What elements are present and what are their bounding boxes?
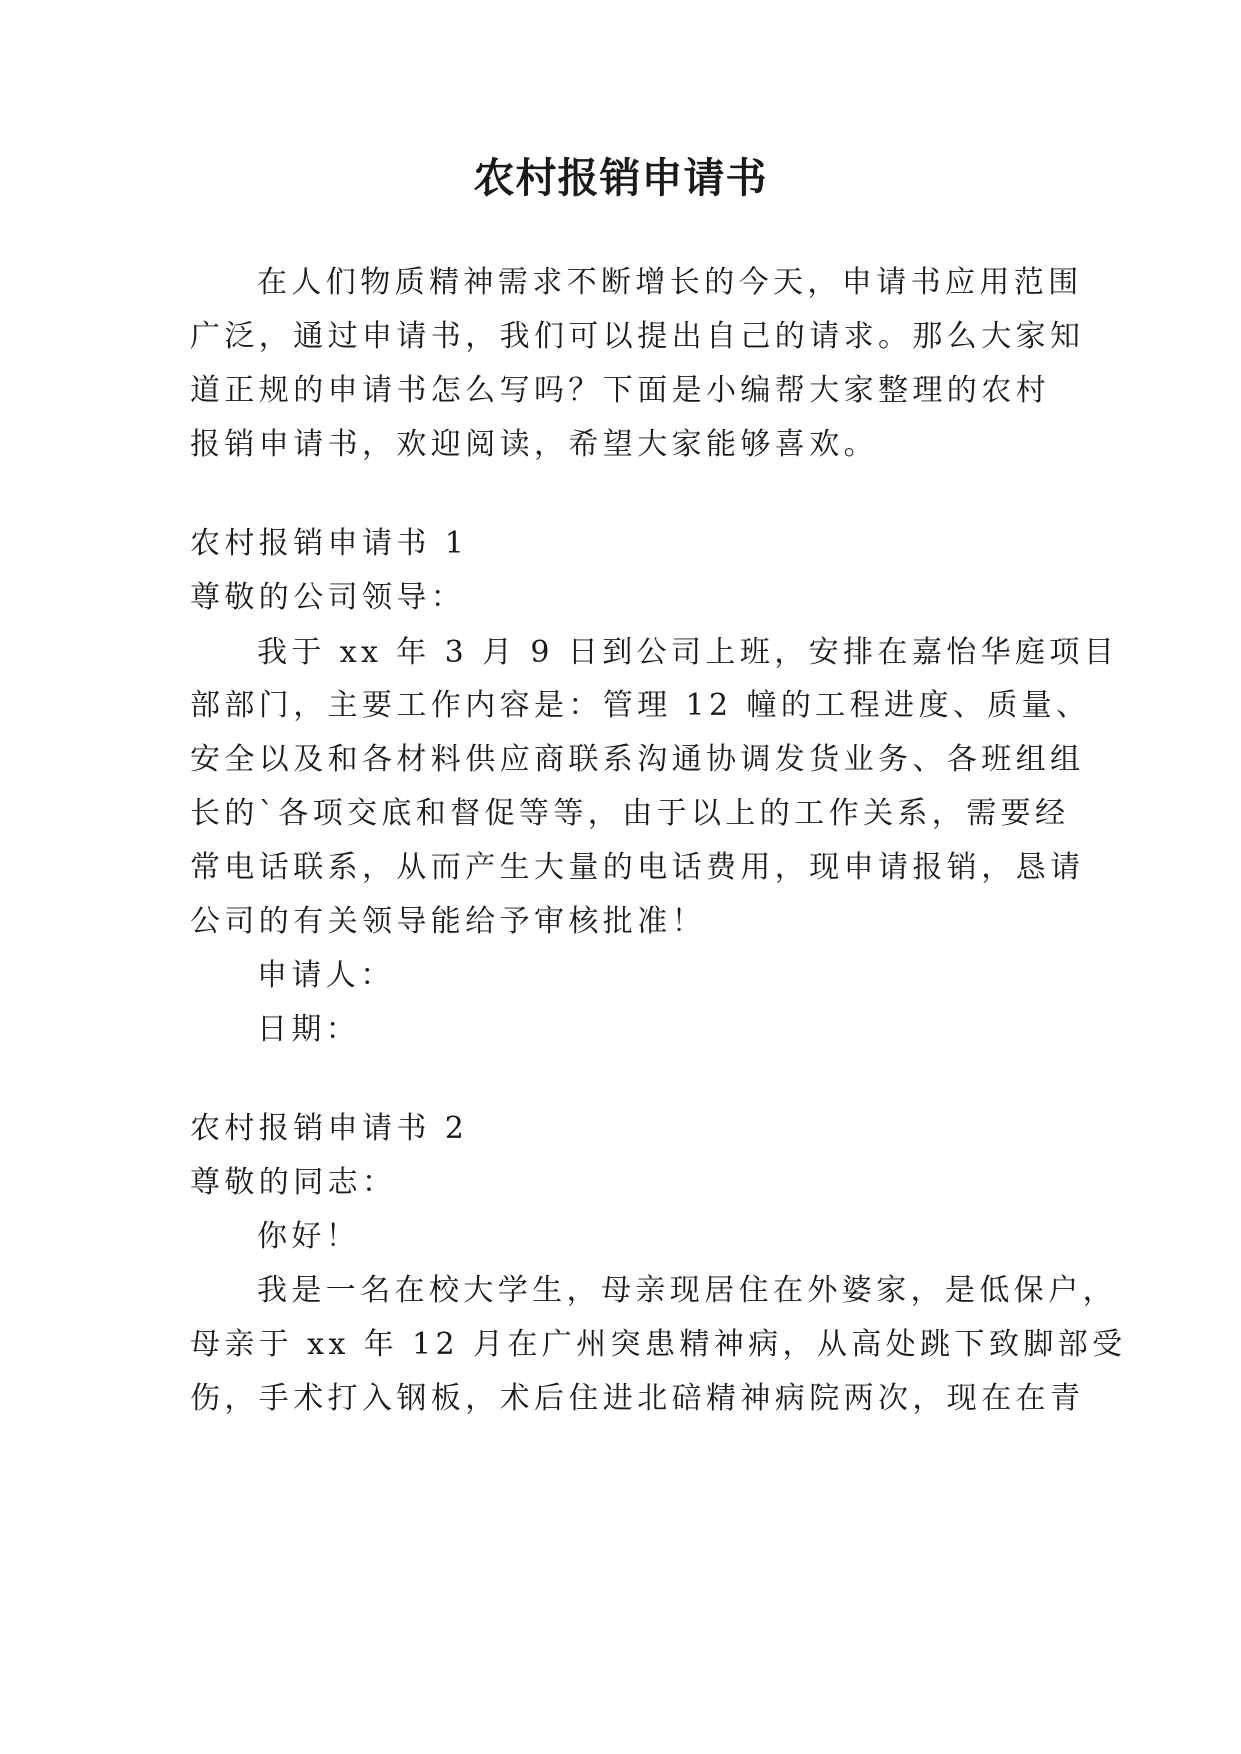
body-line: 常电话联系，从而产生大量的电话费用，现申请报销，恳请: [190, 850, 1085, 885]
salutation: 尊敬的同志：: [190, 1165, 397, 1200]
intro-line: 在人们物质精神需求不断增长的今天，申请书应用范围: [257, 265, 1083, 300]
body-line: 安全以及和各材料供应商联系沟通协调发货业务、各班组组: [190, 742, 1085, 777]
intro-line: 广泛，通过申请书，我们可以提出自己的请求。那么大家知: [190, 319, 1085, 354]
document-title: 农村报销申请书: [473, 154, 768, 202]
body-line: 长的`各项交底和督促等等，由于以上的工作关系，需要经: [190, 796, 1070, 831]
body-line: 公司的有关领导能给予审核批准！: [190, 904, 706, 939]
intro-line: 道正规的申请书怎么写吗？下面是小编帮大家整理的农村: [190, 373, 1050, 408]
body-line: 母亲于 xx 年 12 月在广州突患精神病，从高处跳下致脚部受: [190, 1327, 1127, 1362]
section-heading: 农村报销申请书 2: [190, 1111, 469, 1146]
body-line: 伤，手术打入钢板，术后住进北碚精神病院两次，现在在青: [190, 1381, 1085, 1416]
date-label: 日期：: [257, 1012, 361, 1047]
section-heading: 农村报销申请书 1: [190, 526, 469, 561]
body-line: 我是一名在校大学生，母亲现居住在外婆家，是低保户，: [257, 1273, 1117, 1308]
applicant-label: 申请人：: [257, 958, 395, 993]
body-line: 我于 xx 年 3 月 9 日到公司上班，安排在嘉怡华庭项目: [257, 635, 1119, 670]
salutation: 尊敬的公司领导：: [190, 580, 466, 615]
intro-line: 报销申请书，欢迎阅读，希望大家能够喜欢。: [190, 427, 878, 462]
greeting: 你好！: [257, 1219, 361, 1254]
body-line: 部部门，主要工作内容是：管理 12 幢的工程进度、质量、: [190, 688, 1091, 723]
